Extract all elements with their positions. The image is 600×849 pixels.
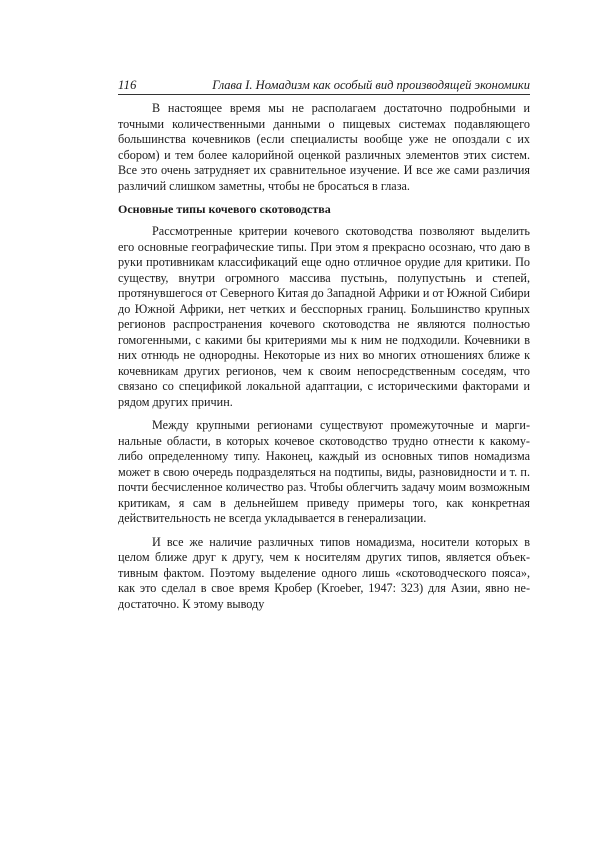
- page-number: 116: [118, 78, 137, 92]
- body-paragraph-1: Рассмотренные критерии кочевого скотоводства позволяют выделить его основные географические типы. При этом я прекрасно осознаю, что даю в руки противникам классификаций еще одно отличное орудие для критики. По существу, внутри огромного массива пустынь, полупустынь и степей, протянувшегося от Северного Китая до Западной Африки и от Южной Сибири до Южной Африки, нет четких и бесспорных границ. Большинство крупных регионов распространения кочевого скотоводства не являются полностью гомогенными, с какими бы критериями мы к ним не подходили. Кочевники в них отнюдь не однородны. Некоторые из них во многих отношениях ближе к кочевникам других регионов, чем к своим непосредственным соседям, что связано со спецификой локальной адаптации, с историческими факторами и рядом других причин.: [118, 224, 530, 409]
- body-paragraph-3: И все же наличие различных типов номадизма, носители которых в целом ближе друг к другу, чем к носителям других типов, является объективным фактом. Поэтому выделение одного лишь «скотоводческого пояса», как это сделал в свое время Кробер (Kroeber, 1947: 323) для Азии, явно недостаточно. К этому выводу: [118, 534, 530, 611]
- section-heading: Основные типы кочевого скотоводства: [118, 202, 331, 216]
- running-header: [118, 78, 530, 95]
- intro-paragraph: В настоящее время мы не располагаем достаточно подробными и точными количественными данными о пищевых системах подавляющего большинства кочевников (если специалисты вообще уже не опоздали с их сбором) и тем более калорийной оценкой различных элементов этих систем. Все это очень затрудняет их сравнительное изучение. И все же сами различия различий слишком заметны, чтобы не бросаться в глаза.: [118, 101, 530, 193]
- chapter-title: Глава I. Номадизм как особый вид производящей экономики: [212, 78, 530, 92]
- book-page: [118, 78, 530, 612]
- body-paragraph-2: Между крупными регионами существуют промежуточные и маргинальные области, в которых кочевое скотоводство трудно отнести к какому-либо определенному типу. Наконец, каждый из основных типов номадизма может в свою очередь подразделяться на подтипы, виды, разновидности и т. п. почти бесчисленное количество раз. Чтобы облегчить задачу моим возможным критикам, я сам в дельнейшем приведу примеры того, как конкретная действительность не всегда укладывается в генерализации.: [118, 418, 530, 525]
